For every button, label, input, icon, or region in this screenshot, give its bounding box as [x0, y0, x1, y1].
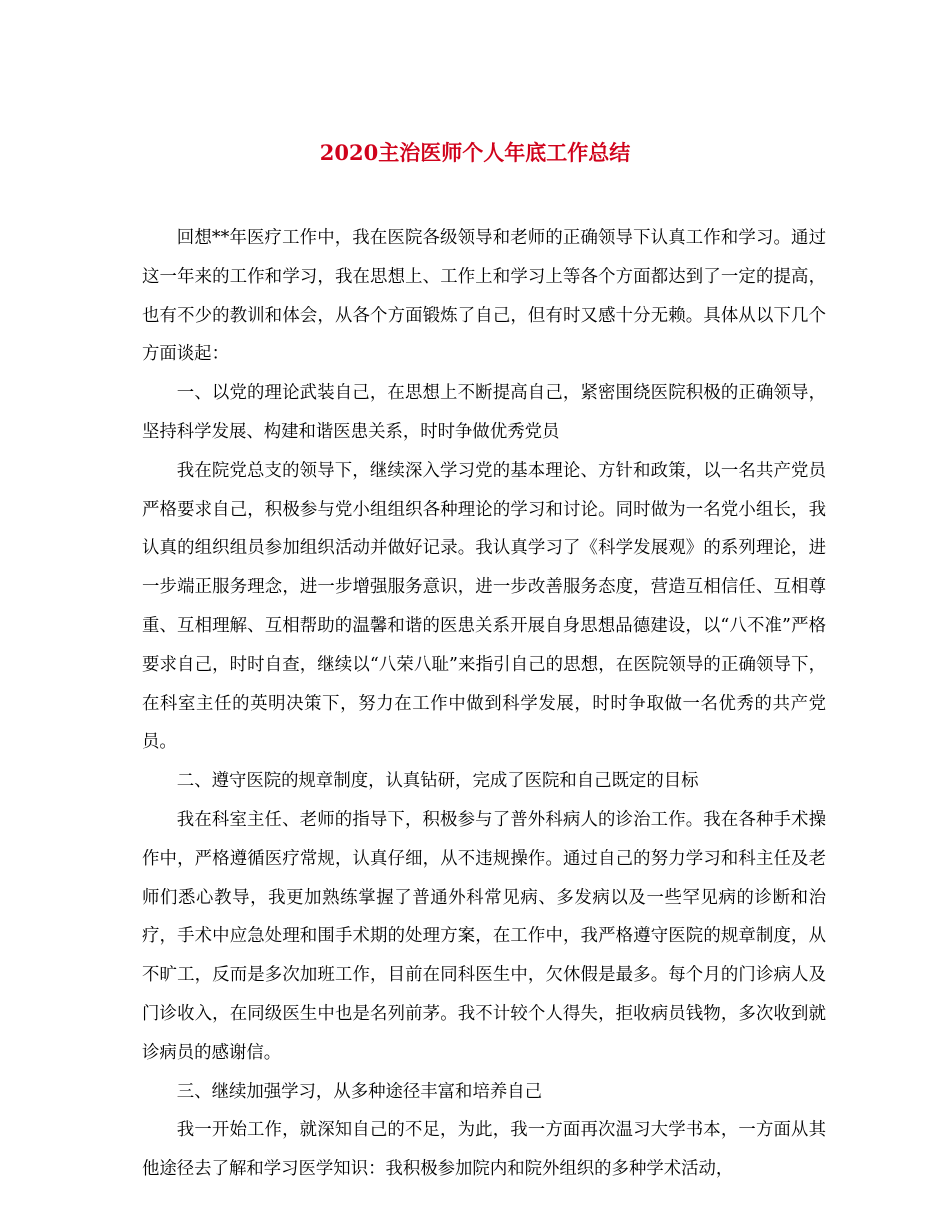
paragraph-clinical-work: 我在科室主任、老师的指导下，积极参与了普外科病人的诊治工作。我在各种手术操作中，严格遵循医疗常规，认真仔细，从不违规操作。通过自己的努力学习和科主任及老师们悉心教导，我更加熟练掌握了普通外科常见病、多发病以及一些罕见病的诊断和治疗，手术中应急处理和围手术期的处理方案，在工作中，我严格遵守医院的规章制度，从不旷工，反而是多次加班工作，目前在同科医生中，欠休假是最多。每个月的门诊病人及门诊收入，在同级医生中也是名列前茅。我不计较个人得失，拒收病员钱物，多次收到就诊病员的感谢信。 — [142, 809, 826, 1063]
paragraph-heading-3: 三、继续加强学习，从多种途径丰富和培养自己 — [176, 1081, 543, 1102]
paragraph-party-study: 我在院党总支的领导下，继续深入学习党的基本理论、方针和政策，以一名共产党员严格要求自己，积极参与党小组组织各种理论的学习和讨论。同时做为一名党小组长，我认真的组织组员参加组织活动并做好记录。我认真学习了《科学发展观》的系列理论，进一步端正服务理念，进一步增强服务意识，进一步改善服务态度，营造互相信任、互相尊重、互相理解、互相帮助的温馨和谐的医患关系开展自身思想品德建设，以“八不准”严格要求自己，时时自查，继续以“八荣八耻”来指引自己的思想，在医院领导的正确领导下，在科室主任的英明决策下，努力在工作中做到科学发展，时时争取做一名优秀的共产党员。 — [142, 460, 826, 753]
paragraph-heading-1: 一、以党的理论武装自己，在思想上不断提高自己，紧密围绕医院积极的正确领导，坚持科学发展、构建和谐医患关系，时时争做优秀党员 — [142, 383, 826, 442]
paragraph-heading-2: 二、遵守医院的规章制度，认真钻研，完成了医院和自己既定的目标 — [176, 771, 699, 792]
paragraph-learning: 我一开始工作，就深知自己的不足，为此，我一方面再次温习大学书本，一方面从其他途径去了解和学习医学知识：我积极参加院内和院外组织的多种学术活动， — [142, 1120, 826, 1180]
document-body — [142, 219, 826, 1189]
paragraph-intro: 回想**年医疗工作中，我在医院各级领导和老师的正确领导下认真工作和学习。通过这一年来的工作和学习，我在思想上、工作上和学习上等各个方面都达到了一定的提高，也有不少的教训和体会，从各个方面锻炼了自己，但有时又感十分无赖。具体从以下几个方面谈起： — [142, 228, 826, 365]
document-title: 2020主治医师个人年底工作总结 — [319, 140, 631, 165]
